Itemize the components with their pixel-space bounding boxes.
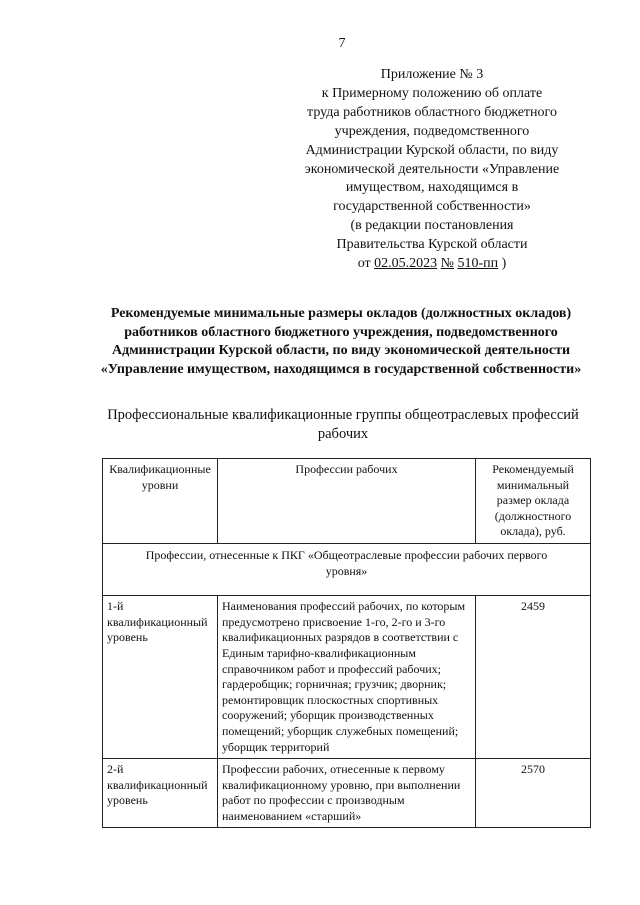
table-header-row xyxy=(103,459,591,544)
appendix-line: труда работников областного бюджетного xyxy=(307,104,557,120)
document-subtitle: Профессиональные квалификационные группы общеотраслевых профессий рабочих xyxy=(107,407,579,442)
header-level: Квалификационные уровни xyxy=(103,459,218,544)
appendix-line: Приложение № 3 xyxy=(380,67,484,82)
table-row xyxy=(103,596,591,759)
appendix-line: имуществом, находящимся в xyxy=(345,180,519,196)
date-prefix: от xyxy=(357,256,371,272)
row-description: Профессии рабочих, отнесенные к первому квалификационному уровню, при выполнении работ по профессии с производным наименованием «старший» xyxy=(218,759,476,828)
resolution-date: 02.05.2023 xyxy=(374,256,438,272)
header-salary: Рекомендуемый минимальный размер оклада (должностного оклада), руб. xyxy=(476,459,591,544)
salary-table xyxy=(102,458,591,828)
appendix-line: (в редакции постановления xyxy=(350,218,514,234)
section-title: Профессии, отнесенные к ПКГ «Общеотраслевые профессии рабочих первого уровня» xyxy=(103,543,591,595)
row-level: 1-й квалификационный уровень xyxy=(103,596,218,759)
page-number: 7 xyxy=(338,36,346,51)
appendix-header xyxy=(298,66,566,274)
table-row xyxy=(103,759,591,828)
document-title: Рекомендуемые минимальные размеры окладов (должностных окладов) работников областного бюджетного учреждения, подведомственного Администрации Курской области, по виду экономической деятельности «Управление имуществом, находящимся в государственной собственности» xyxy=(100,306,582,377)
row-description: Наименования профессий рабочих, по которым предусмотрено присвоение 1-го, 2-го и 3-го квалификационных разрядов в соответствии с Единым тарифно-квалификационным справочником работ и профессий рабочих; гардеробщик; горничная; грузчик; дворник; ремонтировщик плоскостных спортивных сооружений; уборщик производственных помещений; уборщик служебных помещений; уборщик территорий xyxy=(218,596,476,759)
appendix-date-line xyxy=(298,255,566,274)
closing-paren: ) xyxy=(501,256,507,272)
row-level: 2-й квалификационный уровень xyxy=(103,759,218,828)
row-salary: 2570 xyxy=(476,759,591,828)
appendix-line: государственной собственности» xyxy=(333,199,531,215)
section-row xyxy=(103,543,591,595)
resolution-number: 510-пп xyxy=(457,256,499,272)
appendix-line: Администрации Курской области, по виду xyxy=(305,142,559,158)
appendix-line: Правительства Курской области xyxy=(336,237,528,253)
appendix-line: экономической деятельности «Управление xyxy=(304,161,560,177)
number-prefix: № xyxy=(440,256,454,272)
row-salary: 2459 xyxy=(476,596,591,759)
header-profession: Профессии рабочих xyxy=(218,459,476,544)
appendix-line: к Примерному положению об оплате xyxy=(321,85,543,101)
appendix-line: учреждения, подведомственного xyxy=(334,123,530,139)
